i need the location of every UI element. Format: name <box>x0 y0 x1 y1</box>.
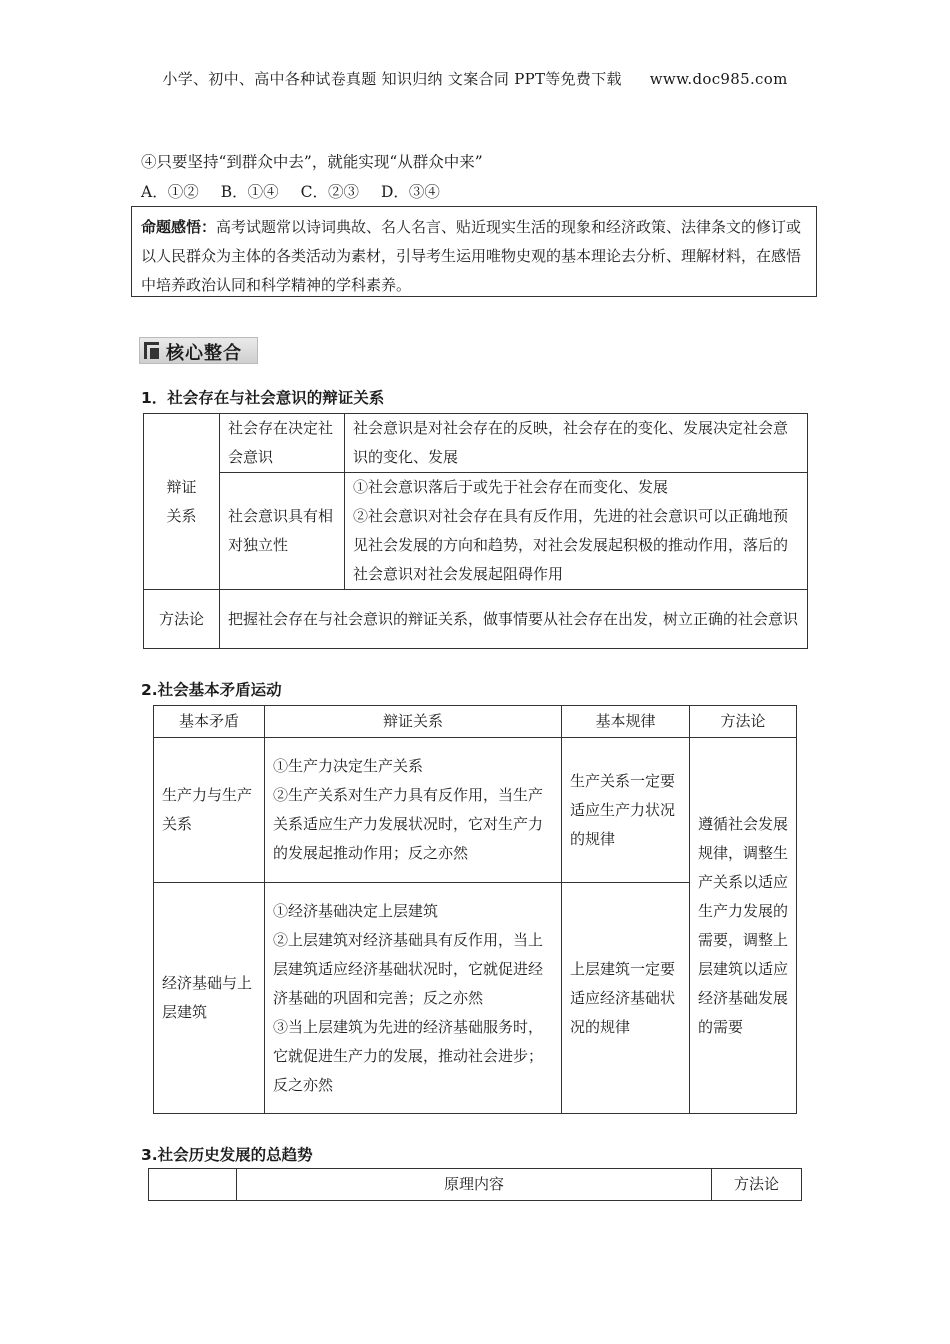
option-a: A．①② <box>141 183 199 201</box>
row1-label: 社会存在决定社会意识 <box>220 414 345 473</box>
table-row <box>144 473 808 590</box>
law-cell: 上层建筑一定要适应经济基础状况的规律 <box>562 883 690 1114</box>
table-row <box>144 590 808 649</box>
col-header <box>149 1169 237 1201</box>
answer-options <box>141 180 462 202</box>
row2-content: ①社会意识落后于或先于社会存在而变化、发展 ②社会意识对社会存在具有反作用，先进的社会意识可以正确地预见社会发展的方向和趋势，对社会发展起积极的推动作用，落后的社会意识对社会发展起阻碍作用 <box>345 473 808 590</box>
contradiction-cell: 经济基础与上层建筑 <box>154 883 265 1114</box>
section-title: 核心整合 <box>166 343 242 364</box>
basic-contradiction-table <box>153 705 797 1114</box>
question-item-4: ④只要坚持“到群众中去”，就能实现“从群众中来” <box>141 153 483 171</box>
col-header: 基本规律 <box>562 706 690 738</box>
table-header-row <box>154 706 797 738</box>
col-header: 方法论 <box>712 1169 802 1201</box>
col-header: 辩证关系 <box>265 706 562 738</box>
row2-label: 社会意识具有相对独立性 <box>220 473 345 590</box>
page-header <box>0 68 950 89</box>
table-row <box>144 414 808 473</box>
group-label-method: 方法论 <box>144 590 220 649</box>
dialectic-cell: ①生产力决定生产关系 ②生产关系对生产力具有反作用，当生产关系适应生产力发展状况时，它对生产力的发展起推动作用；反之亦然 <box>265 738 562 883</box>
section-title-tag <box>139 337 258 364</box>
part3-heading: 3.社会历史发展的总趋势 <box>141 1146 313 1164</box>
table-row <box>154 738 797 883</box>
method-cell: 遵循社会发展规律，调整生产关系以适应生产力发展的需要，调整上层建筑以适应经济基础发展的需要 <box>690 738 797 1114</box>
option-d: D．③④ <box>380 183 440 201</box>
insight-label: 命题感悟： <box>141 218 217 236</box>
part1-heading: 1．社会存在与社会意识的辩证关系 <box>141 389 385 407</box>
insight-text: 高考试题常以诗词典故、名人名言、贴近现实生活的现象和经济政策、法律条文的修订或以人民群众为主体的各类活动为素材，引导考生运用唯物史观的基本理论去分析、理解材料，在感悟中培养政治认同和科学精神的学科素养。 <box>141 218 802 294</box>
contradiction-cell: 生产力与生产关系 <box>154 738 265 883</box>
historical-trend-table <box>148 1168 802 1201</box>
dialectic-cell: ①经济基础决定上层建筑 ②上层建筑对经济基础具有反作用，当上层建筑适应经济基础状况时，它就促进经济基础的巩固和完善；反之亦然 ③当上层建筑为先进的经济基础服务时，它就促进生产力的发展，推动社会进步；反之亦然 <box>265 883 562 1114</box>
method-content: 把握社会存在与社会意识的辩证关系，做事情要从社会存在出发，树立正确的社会意识 <box>220 590 808 649</box>
option-c: C．②③ <box>300 183 359 201</box>
col-header: 基本矛盾 <box>154 706 265 738</box>
col-header: 原理内容 <box>237 1169 712 1201</box>
dialectic-relation-table <box>143 413 808 649</box>
section-mark-icon <box>144 342 159 359</box>
part2-heading: 2.社会基本矛盾运动 <box>141 681 282 699</box>
law-cell: 生产关系一定要适应生产力状况的规律 <box>562 738 690 883</box>
header-text: 小学、初中、高中各种试卷真题 知识归纳 文案合同 PPT等免费下载 <box>162 70 622 88</box>
insight-box <box>131 206 817 297</box>
col-header: 方法论 <box>690 706 797 738</box>
table-header-row <box>149 1169 802 1201</box>
group-label-dialectic: 辩证 关系 <box>144 414 220 590</box>
header-site-link[interactable]: www.doc985.com <box>649 70 788 88</box>
option-b: B．①④ <box>220 183 279 201</box>
row1-content: 社会意识是对社会存在的反映，社会存在的变化、发展决定社会意识的变化、发展 <box>345 414 808 473</box>
